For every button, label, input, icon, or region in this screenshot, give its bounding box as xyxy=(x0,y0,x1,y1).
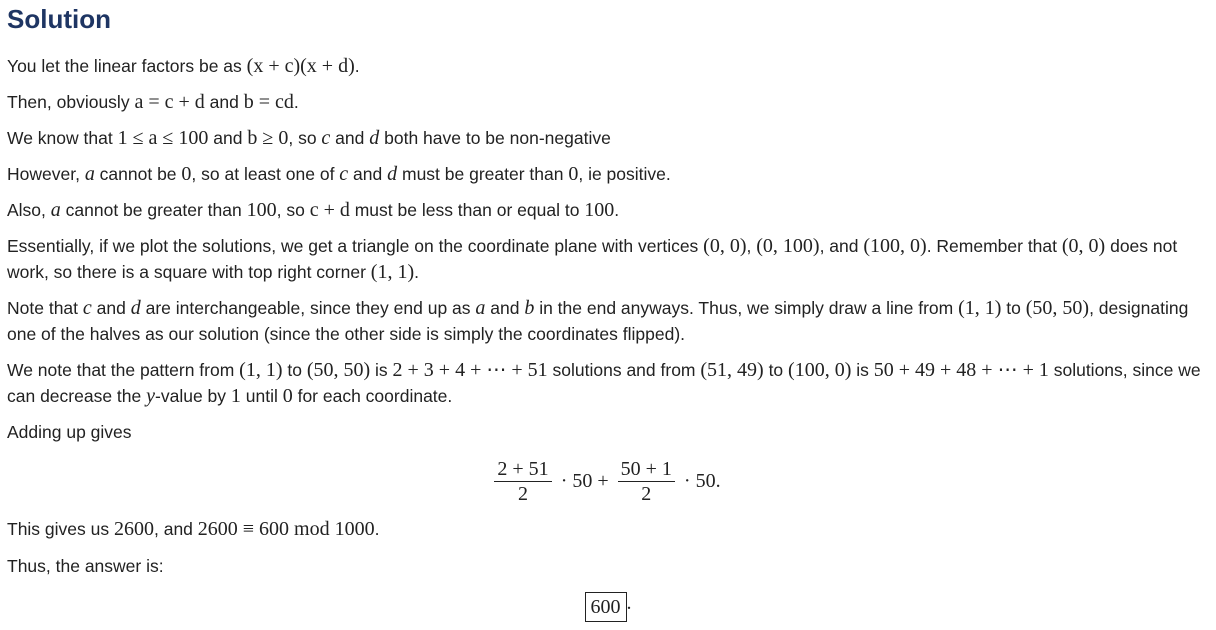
text: must be greater than xyxy=(397,164,569,184)
math: a = c + d xyxy=(134,91,205,113)
text: Essentially, if we plot the solutions, we get a triangle on the coordinate plane with vertices xyxy=(7,236,704,256)
math: (100, 0) xyxy=(863,235,927,257)
text: to xyxy=(1001,298,1026,318)
math: c xyxy=(82,297,92,319)
math: 2600 ≡ 600 mod 1000 xyxy=(197,518,375,540)
text: , and xyxy=(153,519,198,539)
math: (51, 49) xyxy=(700,359,764,381)
text: is xyxy=(851,360,874,380)
text: . xyxy=(614,200,620,220)
line-factors xyxy=(7,53,1207,79)
text: until xyxy=(240,386,283,406)
math: (50, 50) xyxy=(306,359,371,381)
math: y xyxy=(146,385,156,407)
text: cannot be greater than xyxy=(60,200,247,220)
math: b ≥ 0 xyxy=(247,127,289,149)
text: . xyxy=(374,519,380,539)
text: is xyxy=(370,360,393,380)
text: both have to be non-negative xyxy=(379,128,611,148)
text: and xyxy=(204,92,244,112)
answer-period: . xyxy=(626,592,632,614)
text: in the end anyways. Thus, we simply draw a line from xyxy=(534,298,959,318)
text: solutions and from xyxy=(547,360,701,380)
math: (1, 1) xyxy=(239,359,283,381)
math: (1, 1) xyxy=(370,261,415,283)
numerator: 2 + 51 xyxy=(494,457,551,482)
text: , designating one of the halves as our solution (since the other side is simply the coordinates flipped). xyxy=(7,298,1189,344)
math: (50, 50) xyxy=(1025,297,1090,319)
answer-box: 600 xyxy=(585,592,627,622)
math: c + d xyxy=(309,199,350,221)
math: 100 xyxy=(246,199,277,221)
math: b = cd xyxy=(243,91,294,113)
math: (100, 0) xyxy=(788,359,852,381)
text: to xyxy=(763,360,789,380)
numerator: 50 + 1 xyxy=(618,457,675,482)
text: We note that the pattern from xyxy=(7,360,240,380)
math: b xyxy=(524,297,535,319)
line-vieta xyxy=(7,89,1207,115)
text: . Remember that xyxy=(926,236,1062,256)
text: , so xyxy=(276,200,310,220)
text: You let the linear factors be as xyxy=(7,56,247,76)
math: 0 xyxy=(568,163,579,185)
text: . xyxy=(414,262,419,282)
math: (x + c)(x + d) xyxy=(246,55,355,77)
line-adding-up xyxy=(7,419,1207,445)
math: 2 + 3 + 4 + ⋯ + 51 xyxy=(392,359,548,381)
text: , so at least one of xyxy=(191,164,340,184)
math: d xyxy=(369,127,380,149)
text: cannot be xyxy=(94,164,182,184)
math: 100 xyxy=(584,199,615,221)
text: , and xyxy=(819,236,864,256)
line-upper-bound xyxy=(7,197,1207,223)
math: (0, 0) xyxy=(703,235,747,257)
text: and xyxy=(348,164,388,184)
text: and xyxy=(330,128,370,148)
text: . xyxy=(293,92,299,112)
text: . xyxy=(354,56,360,76)
display-equation xyxy=(0,452,1216,510)
text: This gives us xyxy=(7,519,114,539)
line-triangle xyxy=(7,233,1207,285)
text: for each coordinate. xyxy=(292,386,453,406)
text: However, xyxy=(7,164,85,184)
text: Adding up gives xyxy=(7,422,132,442)
math: d xyxy=(387,163,398,185)
text: Also, xyxy=(7,200,51,220)
text: must be less than or equal to xyxy=(349,200,585,220)
text: are interchangeable, since they end up as xyxy=(140,298,476,318)
line-interchangeable xyxy=(7,295,1207,347)
denominator: 2 xyxy=(641,482,652,505)
text: Then, obviously xyxy=(7,92,135,112)
math: 1 ≤ a ≤ 100 xyxy=(117,127,209,149)
math: c xyxy=(339,163,349,185)
math: 50 + 49 + 48 + ⋯ + 1 xyxy=(873,359,1049,381)
text: Note that xyxy=(7,298,83,318)
line-positive xyxy=(7,161,1207,187)
math: 0 xyxy=(181,163,192,185)
math: d xyxy=(130,297,141,319)
line-bounds xyxy=(7,125,1207,151)
math: (0, 0) xyxy=(1061,235,1106,257)
text: and xyxy=(208,128,248,148)
line-pattern xyxy=(7,357,1207,409)
math: c xyxy=(321,127,331,149)
text: -value by xyxy=(155,386,231,406)
text: We know that xyxy=(7,128,118,148)
text: and xyxy=(485,298,525,318)
solution-heading: Solution xyxy=(7,4,111,34)
denominator: 2 xyxy=(518,482,529,505)
math: (0, 100) xyxy=(756,235,820,257)
math: a xyxy=(50,199,61,221)
math: a xyxy=(84,163,95,185)
operator: · 50 + xyxy=(560,469,609,492)
fraction xyxy=(618,457,675,506)
text: Thus, the answer is: xyxy=(7,556,164,576)
fraction xyxy=(494,457,551,506)
text: , xyxy=(746,236,757,256)
text: does not work, so there is a square with top right corner xyxy=(7,236,1178,282)
text: , so xyxy=(288,128,322,148)
text: and xyxy=(91,298,131,318)
line-answer-intro xyxy=(7,553,1207,579)
math: 0 xyxy=(282,385,293,407)
text: to xyxy=(282,360,307,380)
line-result xyxy=(7,516,1207,542)
operator: · 50. xyxy=(683,469,721,492)
math: a xyxy=(475,297,486,319)
math: 1 xyxy=(230,385,241,407)
math: (1, 1) xyxy=(958,297,1002,319)
text: , ie positive. xyxy=(578,164,671,184)
text: solutions, since we can decrease the xyxy=(7,360,1201,406)
math: 2600 xyxy=(113,518,154,540)
final-answer xyxy=(0,592,1216,622)
